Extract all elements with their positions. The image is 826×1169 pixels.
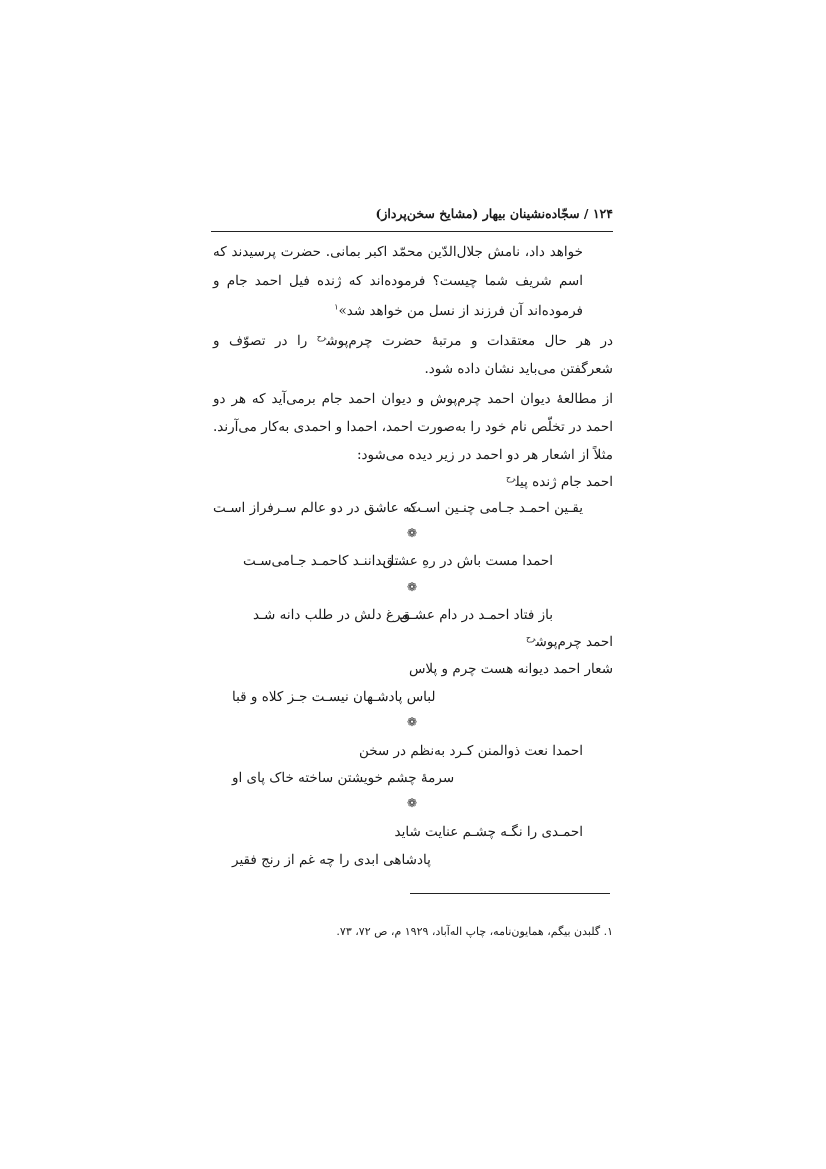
section1-heading-text: احمد جام ژنده پیل (515, 474, 613, 490)
verse-hemistich: تا بداننـد کاحمـد جـامی‌سـت (243, 553, 399, 569)
verse-2-2-first: احمدا نعت ذوالمنن کـرد به‌نظم در سخن (358, 743, 583, 759)
verse-1-1 (213, 500, 583, 518)
para1-line-2: شعرگفتن می‌باید نشان داده شود. (424, 361, 613, 377)
verse-1-3 (213, 607, 583, 625)
verse-hemistich: که عاشق در دو عالم سـرفراز اسـت (213, 500, 417, 516)
verse-separator-star: ❁ (406, 796, 418, 810)
footnote: ۱. گلبدن بیگم، همایون‌نامه، چاپ اله‌آباد، ۱۹۲۹ م، ص ۷۲، ۷۳. (336, 925, 613, 938)
para2-line-2: احمد در تخلّص نام خود را به‌صورت احمد، احمدا و احمدی به‌کار می‌آرند. (213, 419, 613, 435)
running-header (213, 206, 613, 221)
quote-line-2: اسم شریف شما چیست؟ فرموده‌اند که ژنده فیل احمد جام و (213, 273, 583, 289)
header-separator: / (583, 206, 589, 221)
para2-line-1: از مطالعهٔ دیوان احمد چرم‌پوش و دیوان احمد جام برمی‌آید که هر دو (213, 391, 613, 407)
section1-heading (506, 473, 613, 491)
para1-line-1-b: را در تصوّف و (213, 333, 317, 349)
quote-line-1: خواهد داد، نامش جلال‌الدّین محمّد اکبر بمانی. حضرت پرسیدند که (213, 244, 583, 260)
section2-heading-text: احمد چرم‌پوش (535, 634, 613, 650)
quote-line-3 (334, 302, 583, 320)
verse-2-1-first: شعار احمد دیوانه هست چرم و پلاس (408, 661, 613, 677)
verse-2-3-second: پادشاهی ابدی را چه غم از رنج فقیر (232, 852, 431, 868)
footnote-rule (410, 893, 610, 894)
para2-line-3: مثلاً از اشعار هر دو احمد در زیر دیده می‌شود: (356, 447, 613, 463)
verse-2-2-second: سرمهٔ چشم خویشتن ساخته خاک پای او (232, 770, 455, 786)
section1-honorific: رح (506, 473, 516, 483)
para1-line-1-a: در هر حال معتقدات و مرتبهٔ حضرت چرم‌پوش (326, 333, 613, 349)
quote-line-3-text: فرموده‌اند آن فرزند از نسل من خواهد شد» (338, 303, 583, 319)
section2-heading (526, 633, 613, 651)
verse-hemistich: باز فتاد احمـد در دام عشـق (399, 607, 553, 623)
section2-honorific: رح (525, 633, 536, 643)
footnote-marker: ۱ (334, 302, 339, 312)
running-title: سجّاده‌نشینان بیهار (مشایخ سخن‌پرداز) (375, 206, 580, 221)
verse-separator-star: ❁ (406, 580, 418, 594)
header-rule (211, 231, 613, 232)
verse-hemistich: مرغ دلش در طلب دانه شـد (253, 607, 409, 623)
para1-line-1 (213, 332, 613, 350)
verse-hemistich: احمدا مست باش در رهِ عشـق (382, 553, 553, 569)
page-number: ۱۲۴ (592, 206, 613, 221)
verse-2-3-first: احمـدی را نگـه چشـم عنایت شاید (394, 824, 583, 840)
verse-2-1-second: لباس پادشـهان نیسـت جـز کلاه و قبا (232, 689, 436, 705)
verse-1-2 (213, 553, 583, 571)
verse-hemistich: یقـین احمـد جـامی چنـین اسـت (408, 500, 583, 516)
verse-separator-star: ❁ (406, 715, 418, 729)
honorific-mark: رح (316, 332, 327, 342)
verse-separator-star: ❁ (406, 526, 418, 540)
